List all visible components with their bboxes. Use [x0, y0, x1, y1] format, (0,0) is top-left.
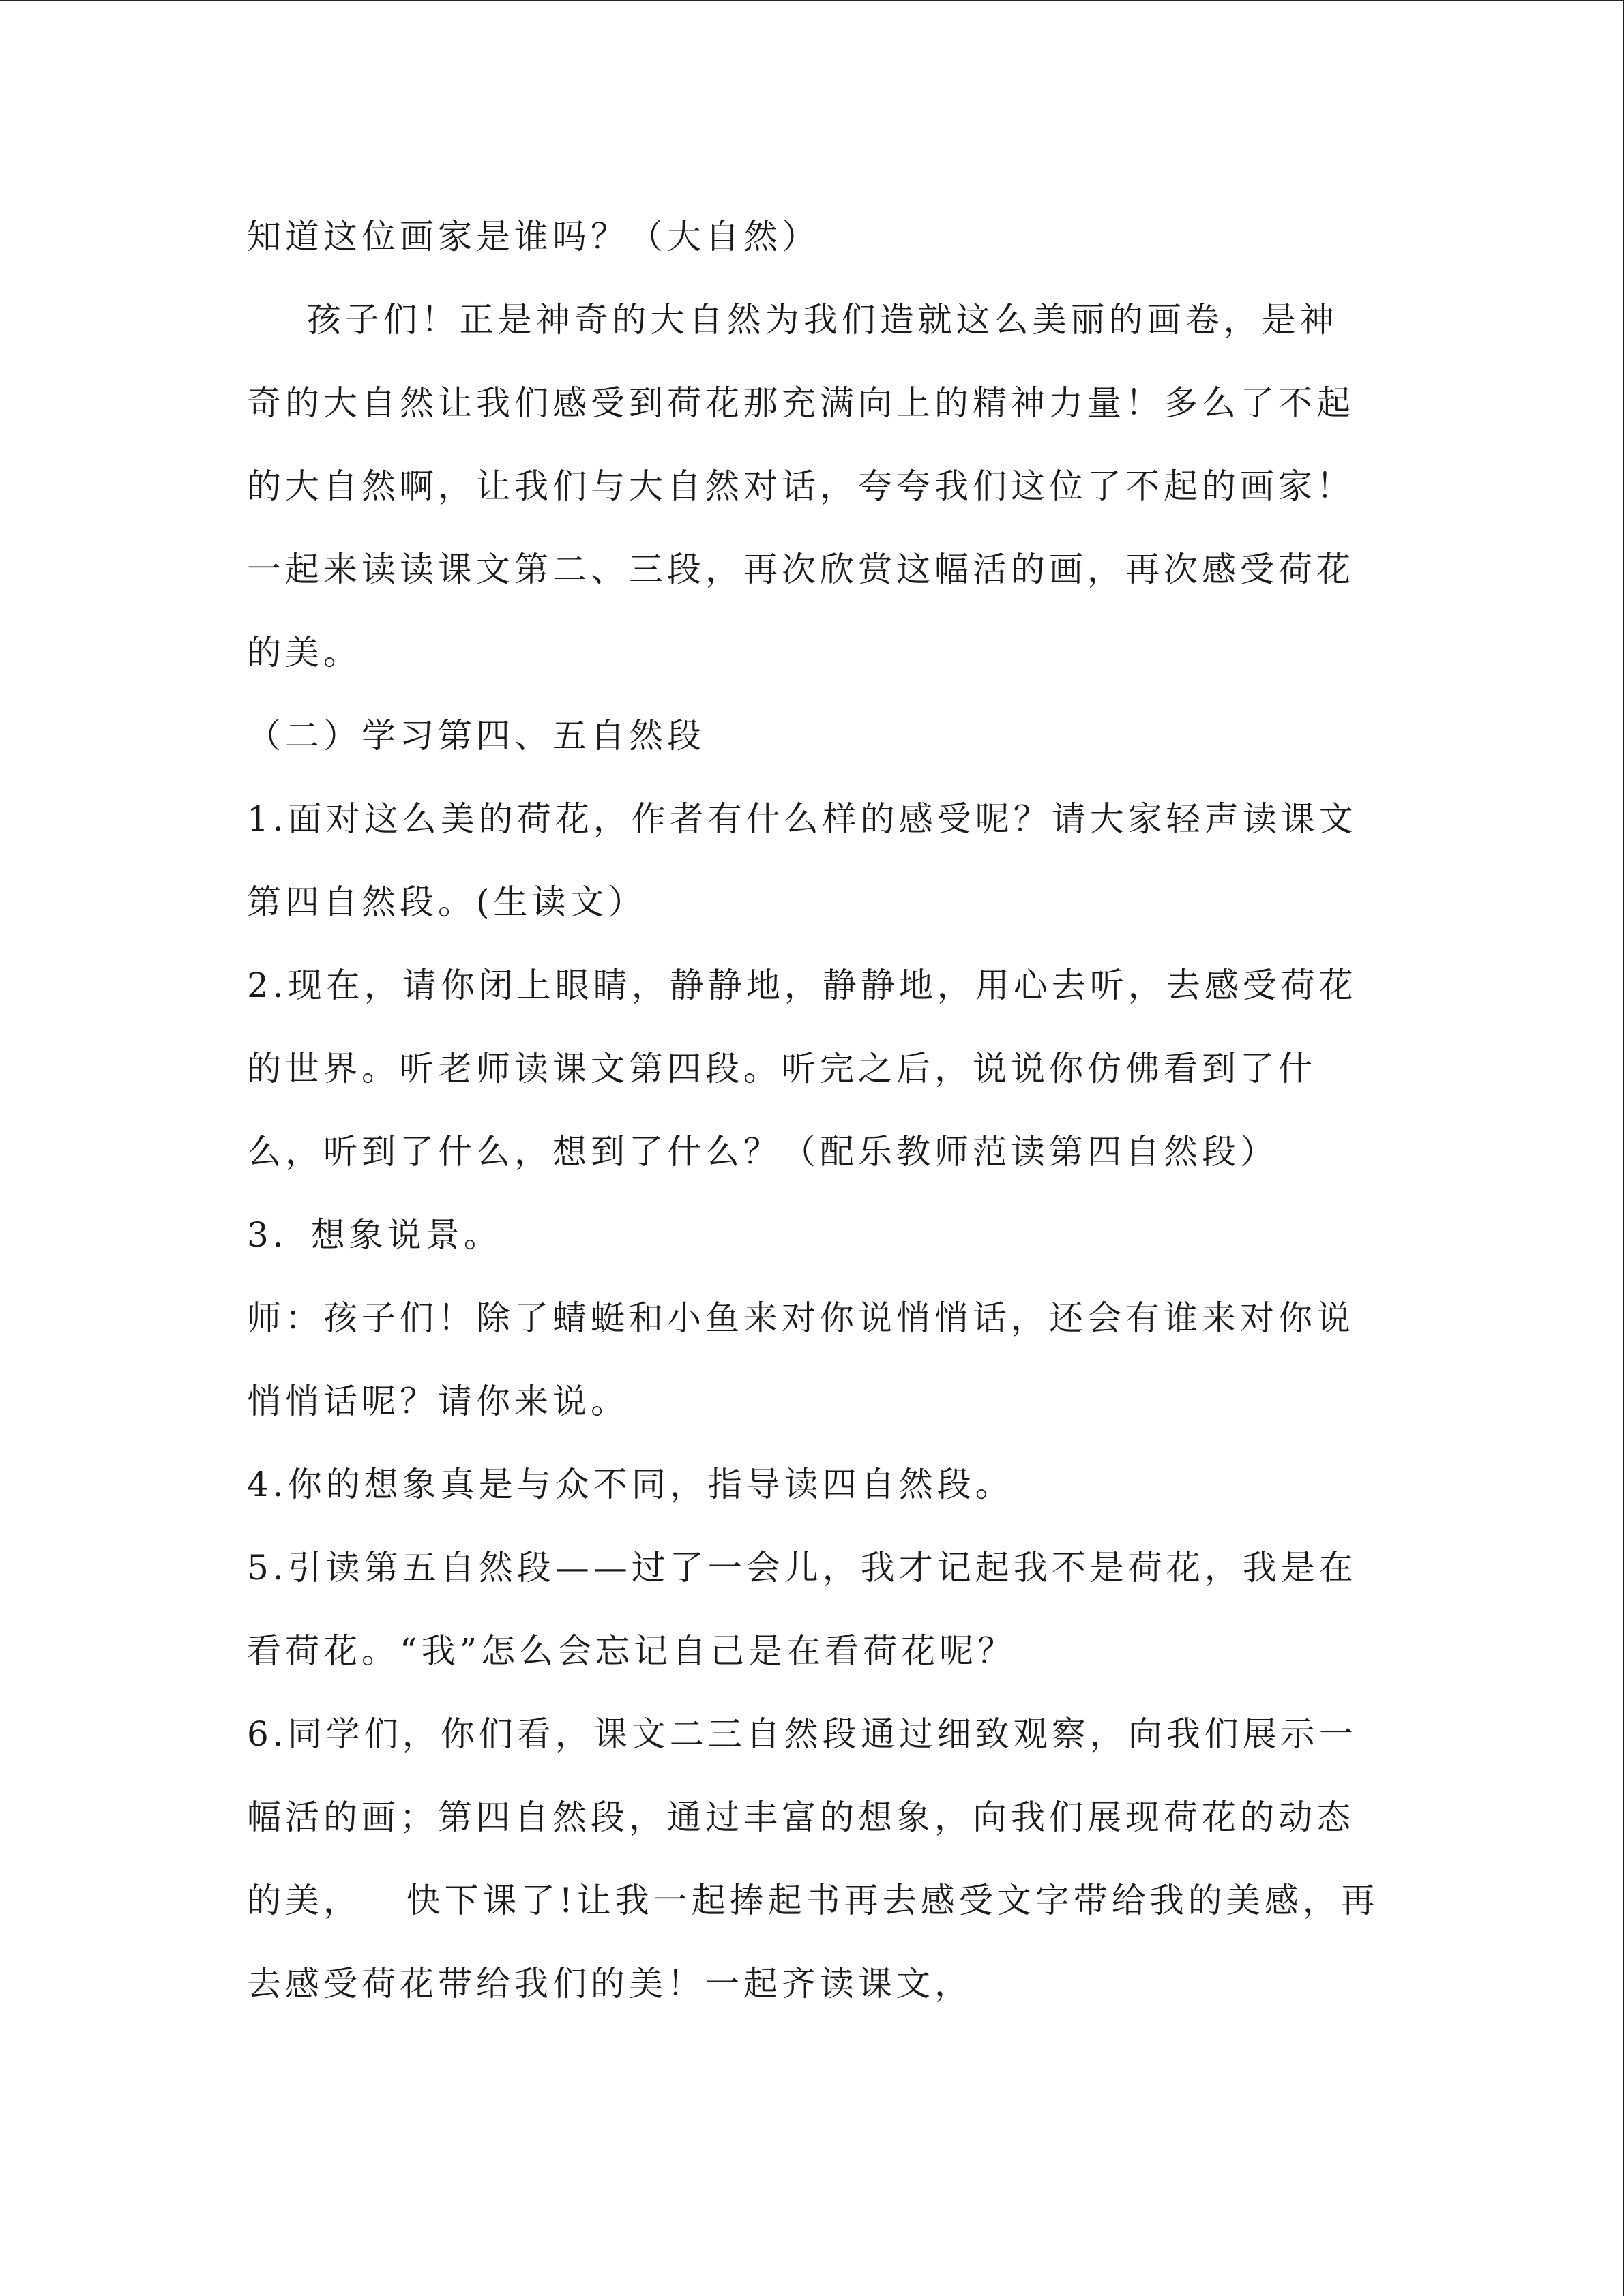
- text-line: 4.你的想象真是与众不同，指导读四自然段。: [247, 1465, 1014, 1504]
- page-top-border: [0, 0, 1624, 1]
- text-line: 一起来读读课文第二、三段，再次欣赏这幅活的画，再次感受荷花: [247, 550, 1355, 589]
- text-line: 去感受荷花带给我们的美！一起齐读课文，: [247, 1964, 973, 2003]
- text-line: 的美， 快下课了!让我一起捧起书再去感受文字带给我的美感，再: [247, 1881, 1379, 1920]
- text-line: 师：孩子们！除了蜻蜓和小鱼来对你说悄悄话，还会有谁来对你说: [247, 1298, 1355, 1338]
- text-line: 孩子们！正是神奇的大自然为我们造就这么美丽的画卷，是神: [247, 300, 1338, 340]
- text-line: 奇的大自然让我们感受到荷花那充满向上的精神力量！多么了不起: [247, 383, 1355, 423]
- text-line: 看荷花。“我”怎么会忘记自己是在看荷花呢？: [247, 1631, 1016, 1671]
- text-line: 1.面对这么美的荷花，作者有什么样的感受呢？请大家轻声读课文: [247, 799, 1357, 839]
- text-line: 2.现在，请你闭上眼睛，静静地，静静地，用心去听，去感受荷花: [247, 966, 1357, 1005]
- text-line: 的大自然啊，让我们与大自然对话，夸夸我们这位了不起的画家！: [247, 466, 1355, 506]
- text-line: 3．想象说景。: [247, 1215, 502, 1255]
- text-line: 的世界。听老师读课文第四段。听完之后，说说你仿佛看到了什: [247, 1049, 1316, 1088]
- text-line: 幅活的画；第四自然段，通过丰富的想象，向我们展现荷花的动态: [247, 1798, 1355, 1837]
- text-line: 6.同学们，你们看，课文二三自然段通过细致观察，向我们展示一: [247, 1714, 1357, 1754]
- text-line: 的美。: [247, 633, 361, 672]
- text-line: 么，听到了什么，想到了什么？（配乐教师范读第四自然段）: [247, 1132, 1278, 1172]
- text-line: 知道这位画家是谁吗？（大自然）: [247, 217, 820, 256]
- text-line: 第四自然段。(生读文）: [247, 882, 647, 922]
- section-heading: （二）学习第四、五自然段: [247, 716, 705, 756]
- text-line: 悄悄话呢？请你来说。: [247, 1382, 629, 1421]
- text-line: 5.引读第五自然段——过了一会儿，我才记起我不是荷花，我是在: [247, 1548, 1357, 1587]
